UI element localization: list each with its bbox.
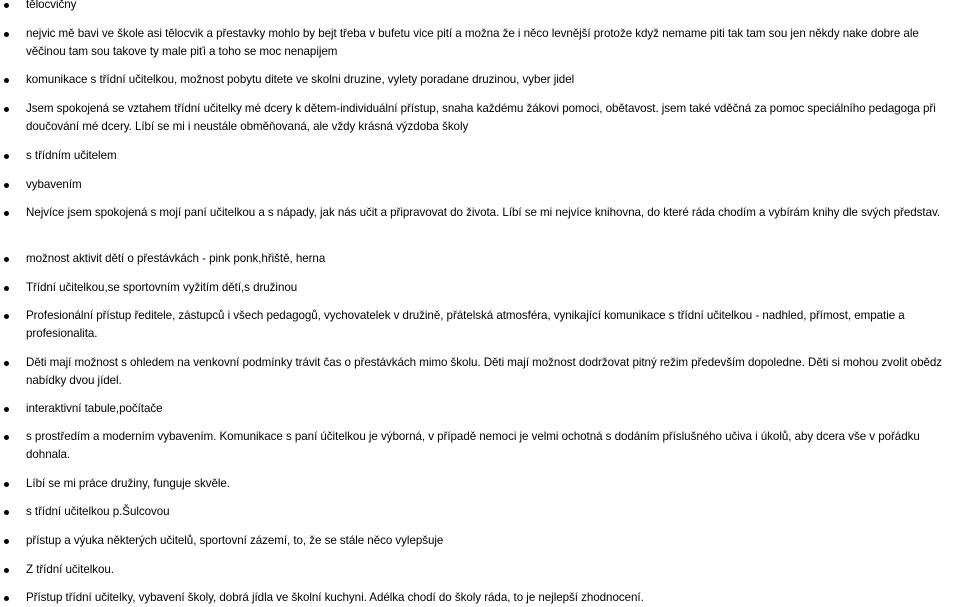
bullet-icon bbox=[4, 596, 9, 601]
bullet-icon bbox=[4, 257, 9, 262]
bullet-icon bbox=[4, 78, 9, 83]
list-item bbox=[26, 503, 958, 521]
list-item bbox=[26, 561, 958, 579]
list-item-text: Z třídní učitelkou. bbox=[26, 563, 114, 576]
list-item-text: Děti mají možnost s ohledem na venkovní podmínky trávit čas o přestávkách mimo školu. Děti mají možnost dodržovat pitný režim především dopoledne. Děti si mohou zvolit obědz nabídky dvou jídel. bbox=[26, 356, 943, 387]
list-item bbox=[26, 307, 958, 343]
list-item bbox=[26, 71, 958, 89]
bullet-icon bbox=[4, 510, 9, 515]
bullet-icon bbox=[4, 183, 9, 188]
list-item-text: tělocvičny bbox=[26, 0, 77, 11]
bullet-icon bbox=[4, 482, 9, 487]
list-item bbox=[26, 100, 958, 136]
bullet-icon bbox=[4, 407, 9, 412]
list-item bbox=[26, 400, 958, 418]
list-item bbox=[26, 147, 958, 165]
list-item-text: možnost aktivit dětí o přestávkách - pink ponk,hřiště, herna bbox=[26, 252, 326, 265]
list-item bbox=[26, 204, 958, 222]
bullet-icon bbox=[4, 107, 9, 112]
list-item-text: vybavením bbox=[26, 178, 82, 191]
bullet-icon bbox=[4, 3, 9, 8]
list-item bbox=[26, 0, 958, 14]
bullet-icon bbox=[4, 211, 9, 216]
list-item bbox=[26, 250, 958, 268]
bullet-icon bbox=[4, 539, 9, 544]
bullet-icon bbox=[4, 568, 9, 573]
list-item-text: s prostředím a moderním vybavením. Komunikace s paní účitelkou je výborná, v případě nemoci je velmi ochotná s dodáním příslušného učiva i úkolů, aby dcera vše v pořádku dohnala. bbox=[26, 430, 920, 461]
list-item bbox=[26, 589, 958, 607]
bullet-icon bbox=[4, 32, 9, 37]
bullet-icon bbox=[4, 314, 9, 319]
list-item bbox=[26, 25, 958, 61]
list-item-text: Profesionální přístup ředitele, zástupců i všech pedagogů, vychovatelek v družině, přátelská atmosféra, vynikající komunikace s třídní učitelkou - nadhled, přímost, empatie a profesionalita. bbox=[26, 309, 905, 340]
list-item bbox=[26, 475, 958, 493]
list-item-text: přístup a výuka některých učitelů, sportovní zázemí, to, že se stále něco vylepšuje bbox=[26, 534, 444, 547]
list-item bbox=[26, 279, 958, 297]
list-item-text: s třídní učitelkou p.Šulcovou bbox=[26, 505, 170, 518]
bullet-icon bbox=[4, 361, 9, 366]
bullet-icon bbox=[4, 435, 9, 440]
list-item-text: s třídním učitelem bbox=[26, 149, 117, 162]
list-item-text: komunikace s třídní učitelkou, možnost pobytu ditete ve skolni druzine, vylety poradane druzinou, vyber jidel bbox=[26, 73, 575, 86]
list-item-text: Nejvíce jsem spokojená s mojí paní učitelkou a s nápady, jak nás učit a připravovat do života. Líbí se mi nejvíce knihovna, do které ráda chodím a vybírám knihy dle svých představ. bbox=[26, 206, 941, 219]
list-item-text: Jsem spokojená se vztahem třídní učitelky mé dcery k dětem-individuální přístup, snaha každému žákovi pomoci, obětavost. jsem také vděčná za pomoc speciálního pedagoga při doučování mé dcery. Líbí se mi i neustále obměňovaná, ale vždy krásná výzdoba školy bbox=[26, 102, 936, 133]
list-item-text: nejvic mě bavi ve škole asi tělocvik a přestavky mohlo by bejt třeba v bufetu vice pití a možna že i něco levnější protože když nemame piti tak tam sou jen někdy nake dobre ale věčinou tam sou takove ty male piťi a toho se moc nenapijem bbox=[26, 27, 919, 58]
list-item bbox=[26, 176, 958, 194]
list-item bbox=[26, 354, 958, 390]
bullet-icon bbox=[4, 154, 9, 159]
list-item-text: Třídní učitelkou,se sportovním vyžitím dětí,s družinou bbox=[26, 281, 298, 294]
bullet-icon bbox=[4, 286, 9, 291]
list-item-text: Přístup třídní učitelky, vybavení školy, dobrá jídla ve školní kuchyni. Adélka chodí do školy ráda, to je nejlepší zhodnocení. bbox=[26, 591, 644, 604]
list-item-text: Líbí se mi práce družiny, funguje skvěle. bbox=[26, 477, 230, 490]
list-item bbox=[26, 532, 958, 550]
list-item-text: interaktivní tabule,počítače bbox=[26, 402, 163, 415]
list-item bbox=[26, 428, 958, 464]
